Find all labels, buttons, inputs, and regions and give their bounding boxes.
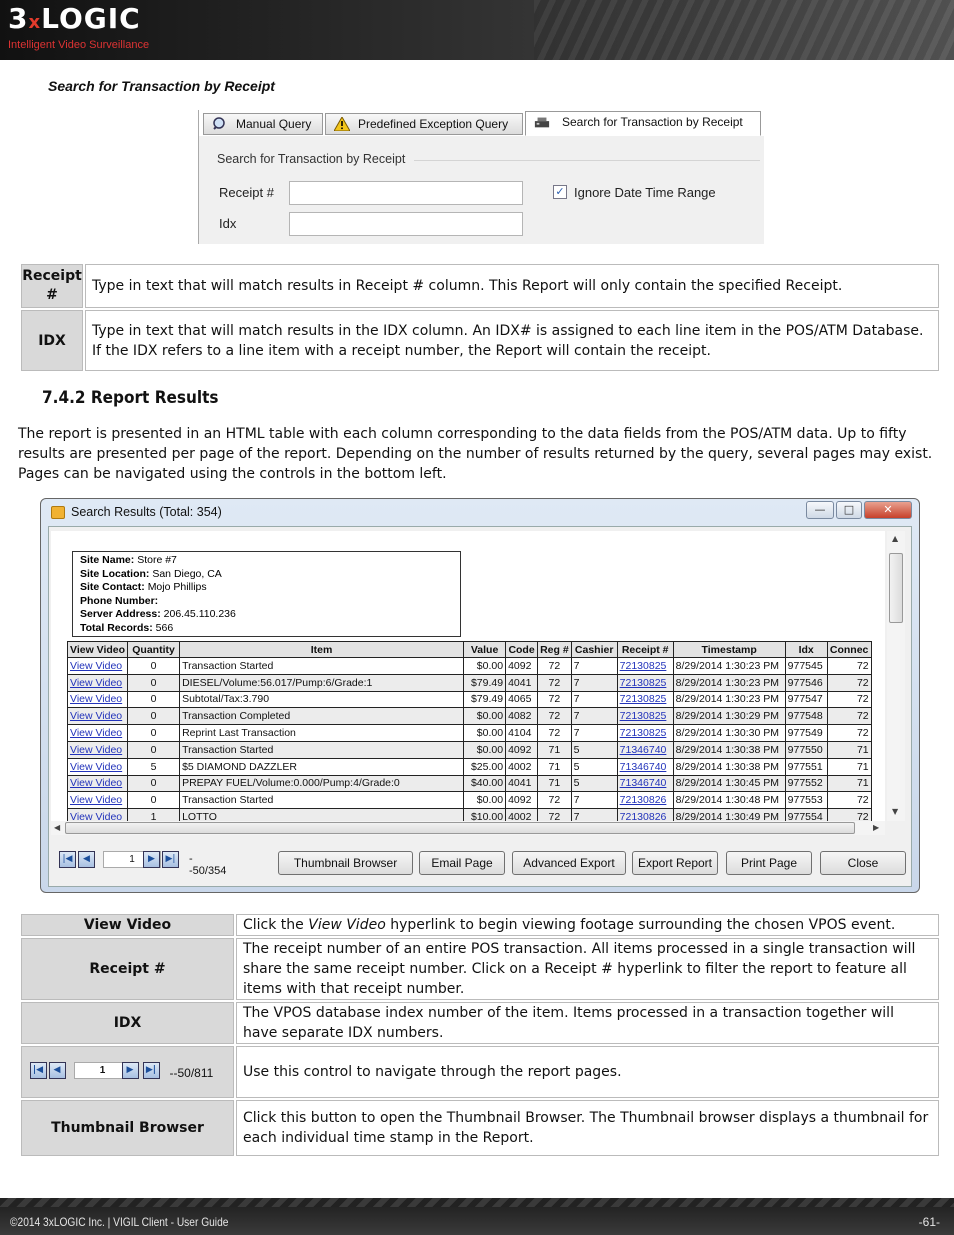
table-cell: $79.49 (464, 674, 506, 691)
tab-predefined-exception-query[interactable]: Predefined Exception Query (325, 113, 523, 135)
def-desc: Click this button to open the Thumbnail Browser. The Thumbnail browser displays a thumbnail for each individual time stamp in the Report. (236, 1100, 939, 1156)
first-page-icon: |◀ (30, 1062, 47, 1079)
table-cell: 7 (571, 708, 617, 725)
table-cell: 8/29/2014 1:30:29 PM (673, 708, 785, 725)
table-cell: $40.00 (464, 775, 506, 792)
table-row (68, 775, 872, 792)
table-cell: 4092 (506, 792, 538, 809)
table-cell (617, 741, 673, 758)
header-banner (0, 0, 954, 60)
table-cell: $5 DIAMOND DAZZLER (180, 758, 464, 775)
table-row (68, 741, 872, 758)
query-panel-screenshot (198, 110, 764, 244)
ignore-date-checkbox[interactable]: ✓ (553, 185, 567, 199)
table-cell: PREPAY FUEL/Volume:0.000/Pump:4/Grade:0 (180, 775, 464, 792)
table-cell: 72 (827, 809, 871, 821)
table-cell: 8/29/2014 1:30:23 PM (673, 674, 785, 691)
column-header[interactable]: Timestamp (673, 642, 785, 658)
table-cell: 1 (128, 809, 180, 821)
table-cell (617, 792, 673, 809)
table-cell (68, 741, 128, 758)
warning-icon (334, 117, 350, 131)
table-cell: 4092 (506, 741, 538, 758)
def-term: View Video (21, 914, 234, 936)
table-cell: 5 (571, 741, 617, 758)
footer-copyright: ©2014 3xLOGIC Inc. | VIGIL Client - User Guide (10, 1215, 229, 1229)
table-cell: 72 (827, 708, 871, 725)
horizontal-scrollbar[interactable] (51, 821, 885, 835)
def-desc: Type in text that will match results in Receipt # column. This Report will only contain the specified Receipt. (85, 264, 939, 308)
table-cell: 72 (538, 674, 572, 691)
table-cell (68, 809, 128, 821)
def-desc: The receipt number of an entire POS transaction. All items processed in a single transaction will share the same receipt number. Click on a Receipt # hyperlink to filter the report to feature all items with that receipt number. (236, 938, 939, 1000)
results-table (67, 641, 872, 821)
table-cell: 71 (538, 741, 572, 758)
table-cell (68, 658, 128, 675)
table-cell (68, 674, 128, 691)
table-cell: 7 (571, 792, 617, 809)
table-cell: 7 (571, 809, 617, 821)
table-row (68, 674, 872, 691)
table-cell (617, 758, 673, 775)
table-cell: Transaction Started (180, 741, 464, 758)
table-cell: 72 (538, 725, 572, 742)
table-cell: $0.00 (464, 741, 506, 758)
table-cell: $0.00 (464, 658, 506, 675)
receipt-link[interactable]: 72130826 (619, 811, 667, 821)
table-cell: 72 (538, 792, 572, 809)
tab-search-transaction-receipt[interactable]: Search for Transaction by Receipt (525, 111, 761, 136)
definition-table-results (19, 912, 941, 1158)
receipt-link[interactable]: 72130825 (619, 710, 667, 723)
minimize-button[interactable]: — (806, 501, 834, 519)
table-cell: $25.00 (464, 758, 506, 775)
view-video-link[interactable]: View Video (70, 693, 123, 706)
def-row-view-video (21, 914, 939, 936)
view-video-link[interactable]: View Video (70, 777, 123, 790)
total-records: 566 (155, 621, 174, 634)
table-cell: 72 (538, 691, 572, 708)
def-term: Receipt # (21, 264, 83, 308)
email-page-button[interactable]: Email Page (419, 851, 505, 875)
table-row (68, 809, 872, 821)
view-video-link[interactable]: View Video (70, 727, 123, 740)
table-row (68, 758, 872, 775)
idx-label: Idx (219, 216, 237, 231)
column-header[interactable]: Item (180, 642, 464, 658)
server-address: 206.45.110.236 (163, 608, 236, 621)
next-page-icon[interactable]: ▶ (143, 851, 160, 868)
table-cell: 4065 (506, 691, 538, 708)
table-cell: 5 (128, 758, 180, 775)
table-cell: LOTTO (180, 809, 464, 821)
table-cell (617, 691, 673, 708)
section-heading: 7.4.2 Report Results (42, 388, 219, 408)
table-cell: $79.49 (464, 691, 506, 708)
table-cell: 977554 (785, 809, 827, 821)
table-cell: 8/29/2014 1:30:30 PM (673, 725, 785, 742)
prev-page-icon[interactable]: ◀ (78, 851, 95, 868)
table-cell: 7 (571, 725, 617, 742)
table-cell: 0 (128, 792, 180, 809)
search-results-window (40, 498, 920, 893)
def-row-idx (21, 310, 939, 371)
advanced-export-button[interactable]: Advanced Export (512, 851, 626, 875)
table-cell: 0 (128, 674, 180, 691)
receipt-link[interactable]: 72130825 (619, 676, 667, 689)
definition-table-search (19, 262, 941, 373)
table-cell: 977549 (785, 725, 827, 742)
table-cell: 5 (571, 758, 617, 775)
receipt-input[interactable] (289, 181, 523, 205)
logo-tagline: Intelligent Video Surveillance (8, 39, 150, 51)
table-cell (617, 775, 673, 792)
subsection-title: Search for Transaction by Receipt (48, 78, 275, 94)
ignore-date-label: Ignore Date Time Range (574, 185, 716, 200)
idx-input[interactable] (289, 212, 523, 236)
table-cell: 0 (128, 741, 180, 758)
table-cell: 7 (571, 674, 617, 691)
view-video-link[interactable]: View Video (70, 743, 123, 756)
horizontal-scroll-thumb[interactable] (65, 822, 855, 834)
page-total: --50/354 (189, 853, 227, 877)
table-cell (617, 674, 673, 691)
search-icon (212, 117, 228, 131)
table-cell: 977551 (785, 758, 827, 775)
table-cell: 8/29/2014 1:30:23 PM (673, 691, 785, 708)
table-cell: 977553 (785, 792, 827, 809)
scroll-right-icon[interactable]: ▶ (873, 823, 880, 832)
table-cell (68, 792, 128, 809)
table-cell: Reprint Last Transaction (180, 725, 464, 742)
table-cell: 977547 (785, 691, 827, 708)
receipt-link[interactable]: 71346740 (619, 777, 667, 790)
print-page-button[interactable]: Print Page (726, 851, 812, 875)
table-cell: 0 (128, 775, 180, 792)
last-page-icon: ▶| (143, 1062, 160, 1079)
table-cell: 72 (538, 809, 572, 821)
def-term: IDX (21, 1002, 234, 1044)
table-cell: 8/29/2014 1:30:38 PM (673, 758, 785, 775)
section-paragraph: The report is presented in an HTML table with each column corresponding to the data fields from the POS/ATM data. Up to fifty results are presented per page of the report. Depending on the number of results returned by the query, several pages may exist. Pages can be navigated using the controls in the bottom left. (18, 426, 933, 482)
report-view (51, 531, 885, 821)
table-cell (617, 725, 673, 742)
column-header[interactable]: Idx (785, 642, 827, 658)
table-cell: 71 (538, 775, 572, 792)
table-cell: 71 (827, 775, 871, 792)
table-cell: 4002 (506, 809, 538, 821)
table-cell: 8/29/2014 1:30:49 PM (673, 809, 785, 821)
page-number-display: 1 (74, 1062, 132, 1079)
def-row-receipt (21, 264, 939, 308)
table-row (68, 691, 872, 708)
table-cell (617, 809, 673, 821)
table-cell: Transaction Started (180, 792, 464, 809)
page-number-input[interactable]: 1 (103, 851, 161, 868)
column-header[interactable]: Receipt # (617, 642, 673, 658)
receipt-link[interactable]: 72130826 (619, 794, 667, 807)
table-cell: 72 (538, 708, 572, 725)
table-cell: Subtotal/Tax:3.790 (180, 691, 464, 708)
table-row (68, 658, 872, 675)
table-cell: 4041 (506, 674, 538, 691)
def-term-pager (21, 1046, 234, 1098)
view-video-link[interactable]: View Video (70, 794, 123, 807)
view-video-link[interactable]: View Video (70, 760, 123, 773)
table-cell: 71 (827, 741, 871, 758)
export-report-button[interactable]: Export Report (632, 851, 718, 875)
page-total: --50/811 (169, 1066, 214, 1080)
def-desc: Use this control to navigate through the report pages. (236, 1046, 939, 1098)
def-desc: The VPOS database index number of the item. Items processed in a transaction together will have separate IDX numbers. (236, 1002, 939, 1044)
table-cell: 0 (128, 725, 180, 742)
table-cell: 72 (827, 792, 871, 809)
table-row (68, 725, 872, 742)
column-header[interactable]: Code (506, 642, 538, 658)
vertical-scrollbar[interactable] (887, 531, 905, 821)
site-name: Store #7 (137, 554, 177, 566)
receipt-label: Receipt # (219, 185, 274, 200)
receipt-link[interactable]: 72130825 (619, 727, 667, 740)
table-cell: Transaction Completed (180, 708, 464, 725)
table-cell: 977546 (785, 674, 827, 691)
table-cell: 4092 (506, 658, 538, 675)
table-cell: 4002 (506, 758, 538, 775)
site-location: San Diego, CA (152, 567, 222, 580)
table-cell: 8/29/2014 1:30:48 PM (673, 792, 785, 809)
group-divider (414, 160, 760, 161)
column-header[interactable]: Connec (827, 642, 871, 658)
table-cell: $10.00 (464, 809, 506, 821)
table-cell: 4082 (506, 708, 538, 725)
table-cell (68, 691, 128, 708)
close-button[interactable]: Close (820, 851, 906, 875)
company-logo: 3xLOGIC (8, 2, 141, 35)
table-cell (617, 658, 673, 675)
def-row-thumbnail (21, 1100, 939, 1156)
table-cell: $0.00 (464, 792, 506, 809)
site-info-box: Site Name: Store #7 Site Location: San Diego, CA Site Contact: Mojo Phillips Phone Number: Server Address: 206.45.110.236 Total Records: 566 (72, 551, 461, 637)
column-header[interactable]: View Video (68, 642, 128, 658)
column-header[interactable]: Quantity (128, 642, 180, 658)
table-cell: 977548 (785, 708, 827, 725)
vertical-scroll-thumb[interactable] (889, 553, 903, 623)
cash-register-icon (534, 115, 550, 129)
column-header[interactable]: Value (464, 642, 506, 658)
table-cell: 72 (827, 658, 871, 675)
next-page-icon: ▶ (122, 1062, 139, 1079)
def-desc: Click the View Video hyperlink to begin viewing footage surrounding the chosen VPOS event. (236, 914, 939, 936)
def-row-receipt (21, 938, 939, 1000)
table-cell: 977550 (785, 741, 827, 758)
table-cell: 977545 (785, 658, 827, 675)
thumbnail-browser-button[interactable]: Thumbnail Browser (278, 851, 413, 875)
page-number: -61- (918, 1215, 940, 1229)
table-cell: 8/29/2014 1:30:23 PM (673, 658, 785, 675)
close-window-button[interactable]: ✕ (864, 501, 912, 519)
table-cell: 0 (128, 691, 180, 708)
view-video-link[interactable]: View Video (70, 659, 123, 672)
def-row-pager (21, 1046, 939, 1098)
table-cell: 7 (571, 691, 617, 708)
table-cell: 72 (827, 691, 871, 708)
table-cell: 4104 (506, 725, 538, 742)
column-header[interactable]: Cashier (571, 642, 617, 658)
def-term: IDX (21, 310, 83, 371)
view-video-link[interactable]: View Video (70, 811, 123, 821)
table-cell: 7 (571, 658, 617, 675)
table-cell: 72 (538, 658, 572, 675)
receipt-link[interactable]: 71346740 (619, 760, 667, 773)
group-title: Search for Transaction by Receipt (217, 152, 406, 166)
table-cell: 8/29/2014 1:30:38 PM (673, 741, 785, 758)
table-cell (617, 708, 673, 725)
maximize-button[interactable]: □ (836, 501, 862, 519)
def-term: Thumbnail Browser (21, 1100, 234, 1156)
tab-manual-query[interactable]: Manual Query (203, 113, 323, 135)
window-body (48, 526, 912, 887)
table-cell: 4041 (506, 775, 538, 792)
table-cell: 977552 (785, 775, 827, 792)
table-cell: 0 (128, 658, 180, 675)
table-cell: $0.00 (464, 725, 506, 742)
view-video-link[interactable]: View Video (70, 710, 123, 723)
table-row (68, 792, 872, 809)
table-row (68, 708, 872, 725)
scroll-up-icon[interactable]: ▲ (892, 534, 899, 543)
table-cell (68, 758, 128, 775)
def-desc: Type in text that will match results in the IDX column. An IDX# is assigned to each line item in the POS/ATM Database. If the IDX refers to a line item with a receipt number, the Report will contain the receipt. (85, 310, 939, 371)
table-cell: Transaction Started (180, 658, 464, 675)
results-header-row (68, 642, 872, 658)
table-cell (68, 725, 128, 742)
window-title: Search Results (Total: 354) (71, 505, 222, 519)
scroll-left-icon[interactable]: ◀ (54, 823, 61, 832)
query-tabs (199, 110, 765, 136)
table-cell: $0.00 (464, 708, 506, 725)
view-video-link[interactable]: View Video (70, 676, 123, 689)
table-cell (68, 708, 128, 725)
last-page-icon[interactable]: ▶| (162, 851, 179, 868)
table-cell: 71 (827, 758, 871, 775)
first-page-icon[interactable]: |◀ (59, 851, 76, 868)
table-cell: 5 (571, 775, 617, 792)
table-cell: 72 (827, 725, 871, 742)
window-app-icon (51, 506, 65, 519)
pager-illustration (30, 1062, 226, 1082)
table-cell: 71 (538, 758, 572, 775)
table-cell: 72 (827, 674, 871, 691)
site-contact: Mojo Phillips (147, 581, 207, 594)
def-term: Receipt # (21, 938, 234, 1000)
prev-page-icon: ◀ (49, 1062, 66, 1079)
receipt-link[interactable]: 71346740 (619, 743, 667, 756)
table-cell: 8/29/2014 1:30:45 PM (673, 775, 785, 792)
footer-stripe (0, 1198, 954, 1207)
column-header[interactable]: Reg # (538, 642, 572, 658)
table-cell (68, 775, 128, 792)
scroll-down-icon[interactable]: ▼ (892, 807, 899, 816)
receipt-link[interactable]: 72130825 (619, 693, 667, 706)
receipt-link[interactable]: 72130825 (619, 659, 667, 672)
table-cell: 0 (128, 708, 180, 725)
table-cell: DIESEL/Volume:56.017/Pump:6/Grade:1 (180, 674, 464, 691)
def-row-idx (21, 1002, 939, 1044)
